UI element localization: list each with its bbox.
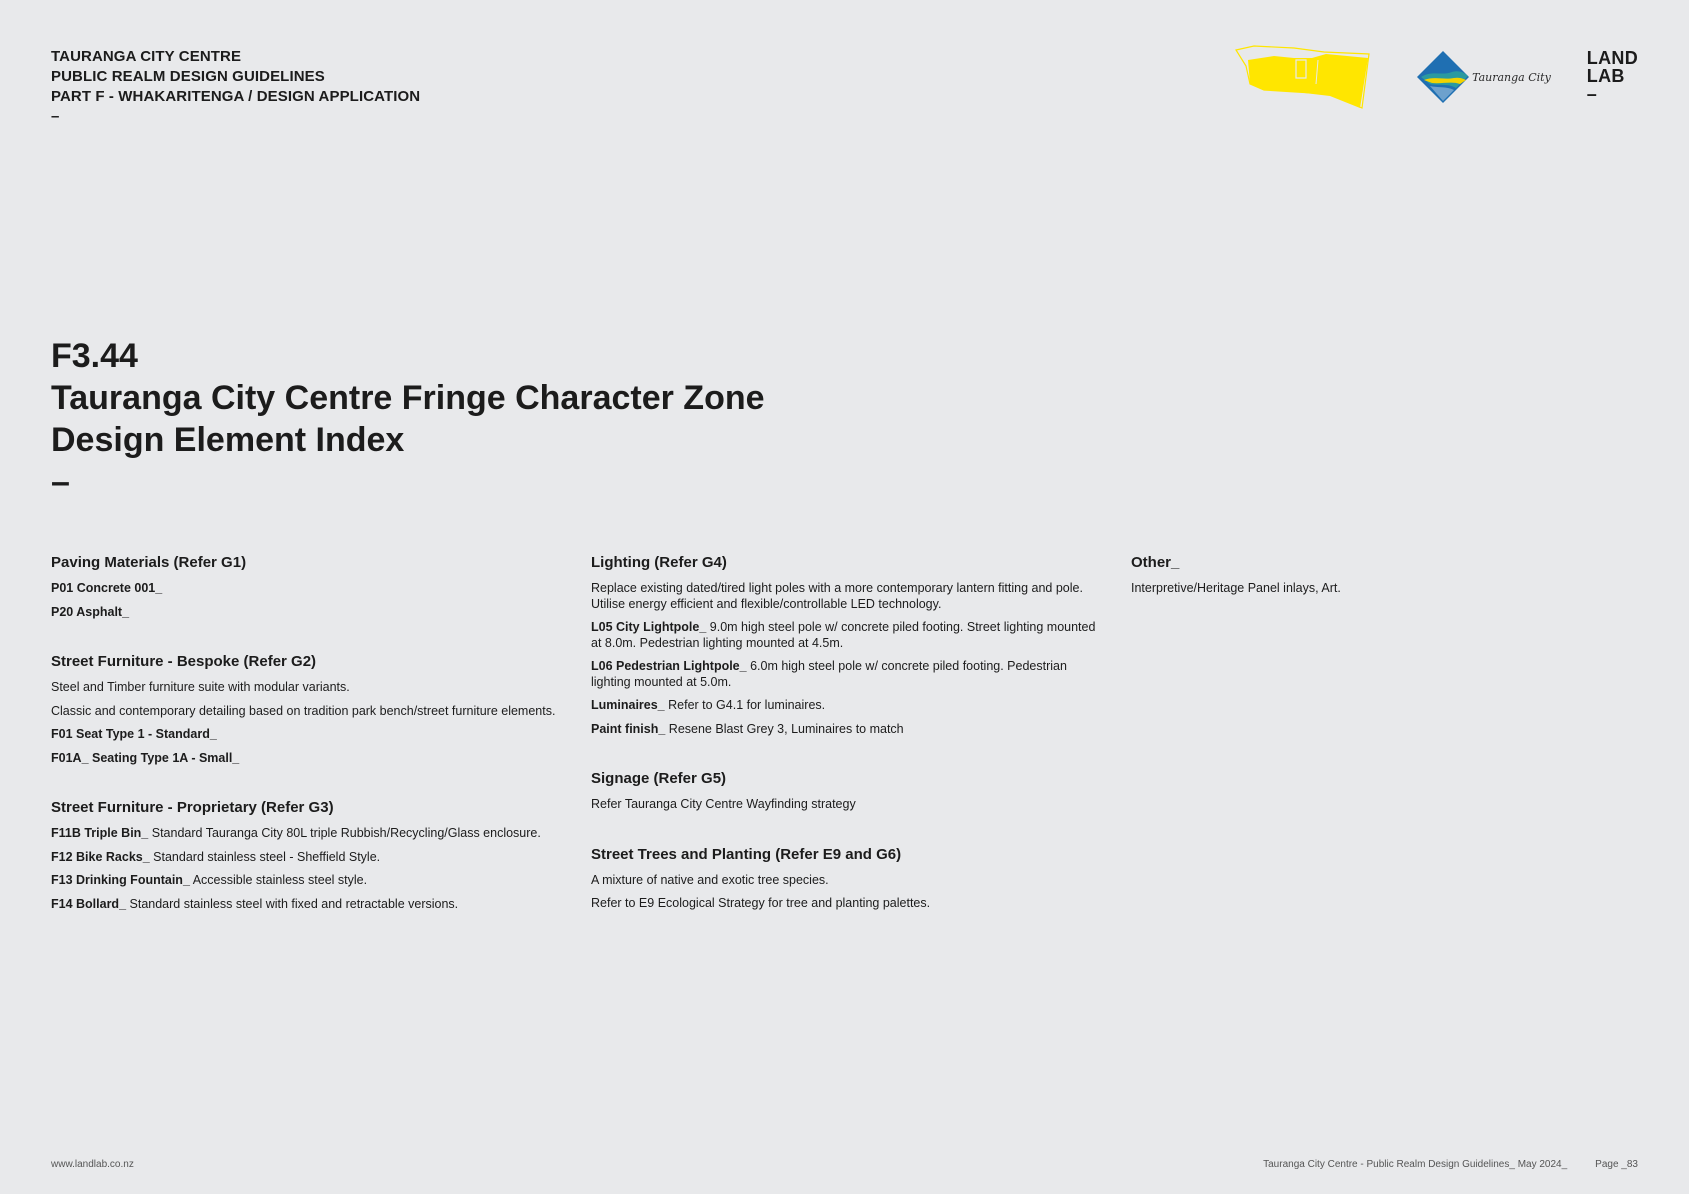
landlab-line-2: LAB xyxy=(1586,66,1625,86)
zone-map-icon xyxy=(1234,44,1374,114)
bespoke-item: F01A_ Seating Type 1A - Small_ xyxy=(51,750,240,765)
paving-item: P20 Asphalt_ xyxy=(51,604,130,619)
bespoke-item: F01 Seat Type 1 - Standard_ xyxy=(51,727,217,741)
landlab-logo xyxy=(1587,49,1638,103)
other-text: Interpretive/Heritage Panel inlays, Art. xyxy=(1131,581,1341,595)
header-line-2: PUBLIC REALM DESIGN GUIDELINES xyxy=(51,68,325,85)
column-2 xyxy=(591,553,1101,920)
proprietary-item: F14 Bollard_ Standard stainless steel with fixed and retractable versions. xyxy=(51,896,459,911)
bespoke-text: Classic and contemporary detailing based on tradition park bench/street furniture elements. xyxy=(51,703,556,718)
column-1 xyxy=(51,553,561,920)
landlab-line-1: LAND xyxy=(1586,48,1638,68)
lighting-item: L06 Pedestrian Lightpole_ 6.0m high steel pole w/ concrete piled footing. Pedestrian lighting mounted at 5.0m. xyxy=(591,659,1067,689)
signage-heading: Signage (Refer G5) xyxy=(591,770,727,787)
header-dash: – xyxy=(51,108,60,125)
header-line-1: TAURANGA CITY CENTRE xyxy=(51,48,242,65)
lighting-heading: Lighting (Refer G4) xyxy=(591,554,727,571)
signage-text: Refer Tauranga City Centre Wayfinding strategy xyxy=(591,797,856,811)
column-3 xyxy=(1131,553,1641,605)
proprietary-item: F11B Triple Bin_ Standard Tauranga City 80L triple Rubbish/Recycling/Glass enclosure. xyxy=(51,826,541,840)
lighting-item: Paint finish_ Resene Blast Grey 3, Luminaires to match xyxy=(591,721,904,736)
footer-page-number: Page _83 xyxy=(1595,1159,1638,1170)
proprietary-item: F13 Drinking Fountain_ Accessible stainless steel style. xyxy=(51,873,368,887)
lighting-item: L05 City Lightpole_ 9.0m high steel pole w/ concrete piled footing. Street lighting mounted at 8.0m. Pedestrian lighting mounted at 4.5m. xyxy=(591,620,1096,650)
tauranga-city-logo xyxy=(1416,50,1551,104)
header-line-3: PART F - WHAKARITENGA / DESIGN APPLICATION xyxy=(51,88,421,105)
bespoke-text: Steel and Timber furniture suite with modular variants. xyxy=(51,680,350,694)
other-heading: Other_ xyxy=(1131,554,1180,571)
footer-doc-title: Tauranga City Centre - Public Realm Design Guidelines_ May 2024_ xyxy=(1263,1159,1568,1170)
page-title xyxy=(51,335,765,503)
tauranga-diamond-icon xyxy=(1416,50,1470,104)
trees-heading: Street Trees and Planting (Refer E9 and G6) xyxy=(591,845,902,863)
title-line-1: Tauranga City Centre Fringe Character Zone xyxy=(51,379,765,417)
section-code: F3.44 xyxy=(51,337,138,375)
title-dash: – xyxy=(51,463,70,501)
paving-heading: Paving Materials (Refer G1) xyxy=(51,554,247,571)
trees-text: A mixture of native and exotic tree species. xyxy=(591,872,829,887)
logo-area xyxy=(1234,44,1638,114)
title-line-2: Design Element Index xyxy=(51,421,405,459)
proprietary-heading: Street Furniture - Proprietary (Refer G3) xyxy=(51,799,334,816)
bespoke-heading: Street Furniture - Bespoke (Refer G2) xyxy=(51,653,317,670)
tauranga-logo-text: Tauranga City xyxy=(1472,70,1551,84)
document-header xyxy=(51,47,420,127)
trees-text: Refer to E9 Ecological Strategy for tree and planting palettes. xyxy=(591,896,931,910)
lighting-intro: Replace existing dated/tired light poles with a more contemporary lantern fitting and pole. Utilise energy efficient and flexible/controllable LED technology. xyxy=(591,581,1083,611)
footer-info xyxy=(1263,1159,1638,1170)
proprietary-item: F12 Bike Racks_ Standard stainless steel - Sheffield Style. xyxy=(51,849,381,864)
landlab-dash: – xyxy=(1586,84,1598,104)
footer-website: www.landlab.co.nz xyxy=(51,1159,134,1170)
lighting-item: Luminaires_ Refer to G4.1 for luminaires. xyxy=(591,698,826,712)
paving-item: P01 Concrete 001_ xyxy=(51,581,163,595)
